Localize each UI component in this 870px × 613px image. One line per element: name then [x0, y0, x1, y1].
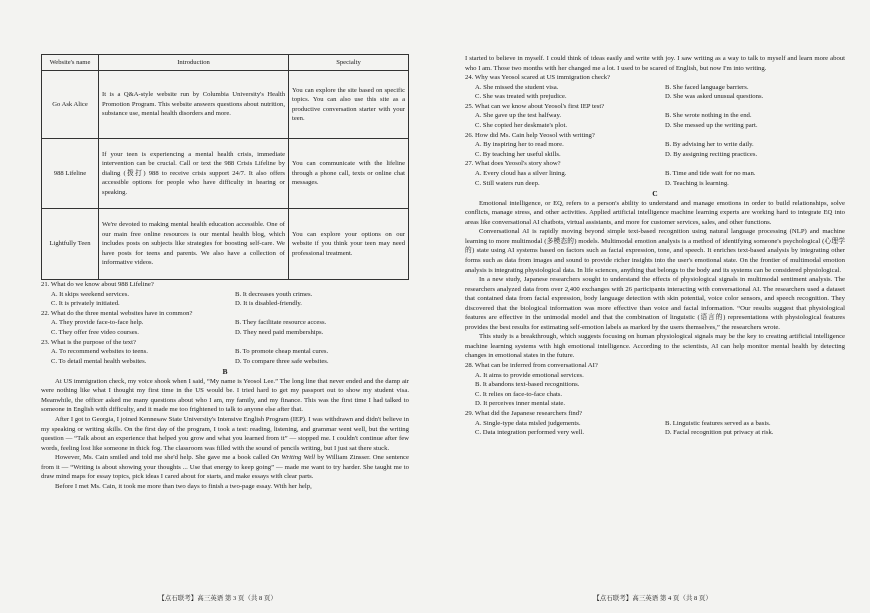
- left-column: [41, 54, 409, 491]
- passage-b-paragraph: After I got to Georgia, I joined Kennesaw State University's Intensive English Program (IEP). I was withdrawn and didn't believe in my speaking or writing skills. On the first day of the program, I took a test: reading, listening, and grammar went well, but the writing question — “Talk about an experience that helped you grow and what you learned from it” — stopped me. I couldn't continue after few words, feeling lost like someone in thick fog. The classroom was filled with the sound of pencils writing, but I just sat there stuck.: [41, 416, 409, 452]
- passage-c-paragraph: Conversational AI is rapidly moving beyond simple text-based recognition using natural language processing (NLP) and machine learning to more multimodal (多模态的) models. Multimodal emotion analysis is a method of identifying someone's psychological (心理学的) state using AI systems based on factors such as facial expression, tone, and speech. It enriches text-based analysis by integrating other forms such as data from images and sound to provide richer insights into the user's emotional state. On the frontier of multimodal emotion analysis is integrating physiological data. In life sciences, anything that belongs to the body and its systems can be considered physiological.: [465, 228, 845, 274]
- options: [465, 169, 845, 188]
- question-26: [465, 131, 845, 160]
- option: B. They facilitate resource access.: [235, 319, 327, 327]
- specialty-cell: You can communicate with the lifeline through a phone call, texts or online chat messages.: [289, 139, 409, 209]
- option: A. They provide face-to-face help.: [51, 319, 144, 327]
- table-row: [42, 139, 409, 209]
- options: [465, 140, 845, 159]
- option: A. By inspiring her to read more.: [475, 141, 564, 149]
- option: C. She was treated with prejudice.: [475, 93, 567, 101]
- table-header-cell: Specialty: [289, 55, 409, 71]
- options: [41, 318, 409, 337]
- option: C. She copied her deskmate's plot.: [475, 122, 568, 130]
- question-24: [465, 73, 845, 102]
- page-footer: 【点石联考】高三英语 第 3 页（共 8 页）: [158, 595, 277, 602]
- options: [41, 290, 409, 309]
- option: D. They need paid memberships.: [235, 328, 324, 336]
- website-name-cell: 988 Lifeline: [42, 139, 99, 209]
- option: A. It skips weekend services.: [51, 290, 130, 298]
- option: B. She wrote nothing in the end.: [665, 112, 752, 120]
- option: B. By advising her to write daily.: [665, 141, 754, 149]
- table-row: [42, 209, 409, 280]
- page-right: [435, 0, 870, 613]
- option: C. Data integration performed very well.: [475, 429, 585, 437]
- option: B. She faced language barriers.: [665, 83, 749, 91]
- option: B. Time and tide wait for no man.: [665, 170, 756, 178]
- introduction-cell: It is a Q&A-style website run by Columbia University's Health Promotion Program. This website answers questions about nutrition, substance use, mental health disorders and more.: [99, 71, 289, 139]
- question-22: [41, 309, 409, 338]
- option: A. To recommend websites to teens.: [51, 348, 148, 356]
- question-stem: 25. What can we know about Yeosol's first IEP test?: [465, 102, 605, 110]
- passage-b-paragraph: At US immigration check, my voice shook when I said, “My name is Yeosol Lee.” The long line that never ended and the damp air were nothing like what I thought my first time in the US would be. I tried hard to get my passport out to show my student visa. Meanwhile, the officer asked me many questions about who I am, my family, and my finance. This was the first time I had talked to someone in English with difficulty, and it made me too frightened to talk to anyone else after that.: [41, 377, 409, 414]
- option: D. By assigning reciting practices.: [665, 150, 758, 158]
- right-column: [465, 54, 845, 438]
- options: [465, 371, 845, 409]
- section-c-label: C: [652, 189, 658, 199]
- passage-b-paragraph: [41, 453, 409, 482]
- passage-c-paragraph: In a new study, Japanese researchers sought to understand the effects of physiological signals in multimodal sentiment analysis. The researchers analyzed data from over 2,400 exchanges with 26 participants interacting with conversational AI. The researchers used a dataset that contained data from facial expression, body language detection with skin potential, voice color sensors, and speech recognition. They discovered that the biological information was more effective than voice and facial information. “Our results suggest that physiological features are effective in the unimodal model and that the combination of linguistic (语言的) representations with physiological features provides the best results for estimating self-emotion labels as marked by the users themselves,” the researchers wrote.: [465, 276, 845, 331]
- website-table: [41, 54, 409, 280]
- table-row: [42, 71, 409, 139]
- website-name-cell: Go Ask Alice: [42, 71, 99, 139]
- option: B. It decreases youth crimes.: [235, 290, 313, 298]
- question-stem: 27. What does Yeosol's story show?: [465, 160, 561, 168]
- question-25: [465, 102, 845, 131]
- options: [465, 111, 845, 130]
- question-21: [41, 280, 409, 309]
- option: C. It is privately initiated.: [51, 300, 120, 308]
- introduction-cell: If your teen is experiencing a mental health crisis, immediate intervention can be crucial. Call or text the 988 Crisis Lifeline by dialing (拨打) 988 to receive crisis support 24/7. It also offers accessible options for people who have difficulty in hearing or speaking.: [99, 139, 289, 209]
- passage-b-paragraph: I started to believe in myself. I could think of ideas easily and write with joy. I saw writing as a way to talk to myself and learn more about who I am. Those two months with her changed me a lot. I used to be scared of English, but now I'm into writing.: [465, 55, 845, 72]
- option: A. Every cloud has a silver lining.: [475, 170, 567, 178]
- options: [465, 419, 845, 438]
- section-b-label: B: [222, 367, 228, 377]
- options: [41, 347, 409, 366]
- question-stem: 22. What do the three mental websites have in common?: [41, 309, 193, 317]
- passage-c-paragraph: This study is a breakthrough, which suggests focusing on human physiological signals may be the key to creating artificial intelligence machine learning systems with high emotional intelligence. According to the scientists, AI can help monitor mental health by detecting changes in emotional states in the future.: [465, 333, 845, 360]
- question-stem: 29. What did the Japanese researchers find?: [465, 409, 583, 417]
- website-name-cell: Lightfully Teen: [42, 209, 99, 280]
- question-stem: 24. Why was Yeosol scared at US immigration check?: [465, 74, 611, 82]
- option: C. By teaching her useful skills.: [475, 150, 561, 158]
- table-header-row: [42, 55, 409, 71]
- option: C. To detail mental health websites.: [51, 357, 147, 365]
- option: B. It abandons text-based recognitions.: [475, 381, 580, 389]
- option: B. Linguistic features served as a basis.: [665, 419, 771, 427]
- option: A. She gave up the test halfway.: [475, 112, 562, 120]
- introduction-cell: We're devoted to making mental health education accessible. One of our main free online resources is our mental health blog, which includes posts on subjects like strategies for boosting self-care. We have posts for teens and parents. We also have a collection of informative videos.: [99, 209, 289, 280]
- page-footer: 【点石联考】高三英语 第 4 页（共 8 页）: [593, 595, 712, 602]
- question-23: [41, 338, 409, 367]
- option: A. She missed the student visa.: [475, 83, 559, 91]
- option: C. It relies on face-to-face chats.: [475, 390, 563, 398]
- option: B. To promote cheap mental cures.: [235, 348, 329, 356]
- option: D. Facial recognition put privacy at risk.: [665, 429, 774, 437]
- question-28: [465, 361, 845, 409]
- option: C. Still waters run deep.: [475, 179, 540, 187]
- question-stem: 26. How did Ms. Cain help Yeosol with writing?: [465, 131, 595, 139]
- book-title: On Writing Well: [271, 454, 316, 462]
- text-run: by William Zinsser. One sentence from it — “Writing is about showing your thoughts ... Use that energy to keep going” — made me want to try harder. She taught me to draw mind maps for essay topics, pick ideas I cared about for starts, and make essays with clear parts.: [41, 454, 409, 481]
- question-stem: 21. What do we know about 988 Lifeline?: [41, 281, 154, 288]
- specialty-cell: You can explore your options on our website if you think your teen may need professional treatment.: [289, 209, 409, 280]
- table-header-cell: Website's name: [42, 55, 99, 71]
- table-header-cell: Introduction: [99, 55, 289, 71]
- option: A. It aims to provide emotional services.: [475, 371, 584, 379]
- option: D. To compare three safe websites.: [235, 357, 329, 365]
- specialty-cell: You can explore the site based on specific topics. You can also use this site as a productive conversation starter with your teen.: [289, 71, 409, 139]
- option: D. It perceives inner mental state.: [475, 400, 566, 408]
- text-run: However, Ms. Cain smiled and told me she'd help. She gave me a book called: [55, 454, 272, 462]
- question-stem: 23. What is the purpose of the text?: [41, 338, 136, 346]
- option: A. Single-type data misled judgements.: [475, 419, 581, 427]
- option: C. They offer free video courses.: [51, 328, 139, 336]
- question-27: [465, 159, 845, 188]
- question-29: [465, 409, 845, 438]
- passage-c-paragraph: Emotional intelligence, or EQ, refers to a person's ability to understand and manage emotions in order to build relationships, solve conflicts, manage stress, and other activities. Applied artificial intelligence machine learning experts are working hard to integrate EQ into areas like conversational AI chatbots, virtual assistants, and more for customer services, sales, and other functions.: [465, 199, 845, 226]
- option: D. Teaching is learning.: [665, 179, 729, 187]
- question-stem: 28. What can be inferred from conversational AI?: [465, 362, 598, 370]
- option: D. It is disabled-friendly.: [235, 300, 302, 308]
- options: [465, 83, 845, 102]
- option: D. She messed up the writing part.: [665, 122, 758, 130]
- option: D. She was asked unusual questions.: [665, 93, 764, 101]
- passage-b-paragraph: Before I met Ms. Cain, it took me more than two days to finish a two-page essay. With her help,: [55, 482, 312, 490]
